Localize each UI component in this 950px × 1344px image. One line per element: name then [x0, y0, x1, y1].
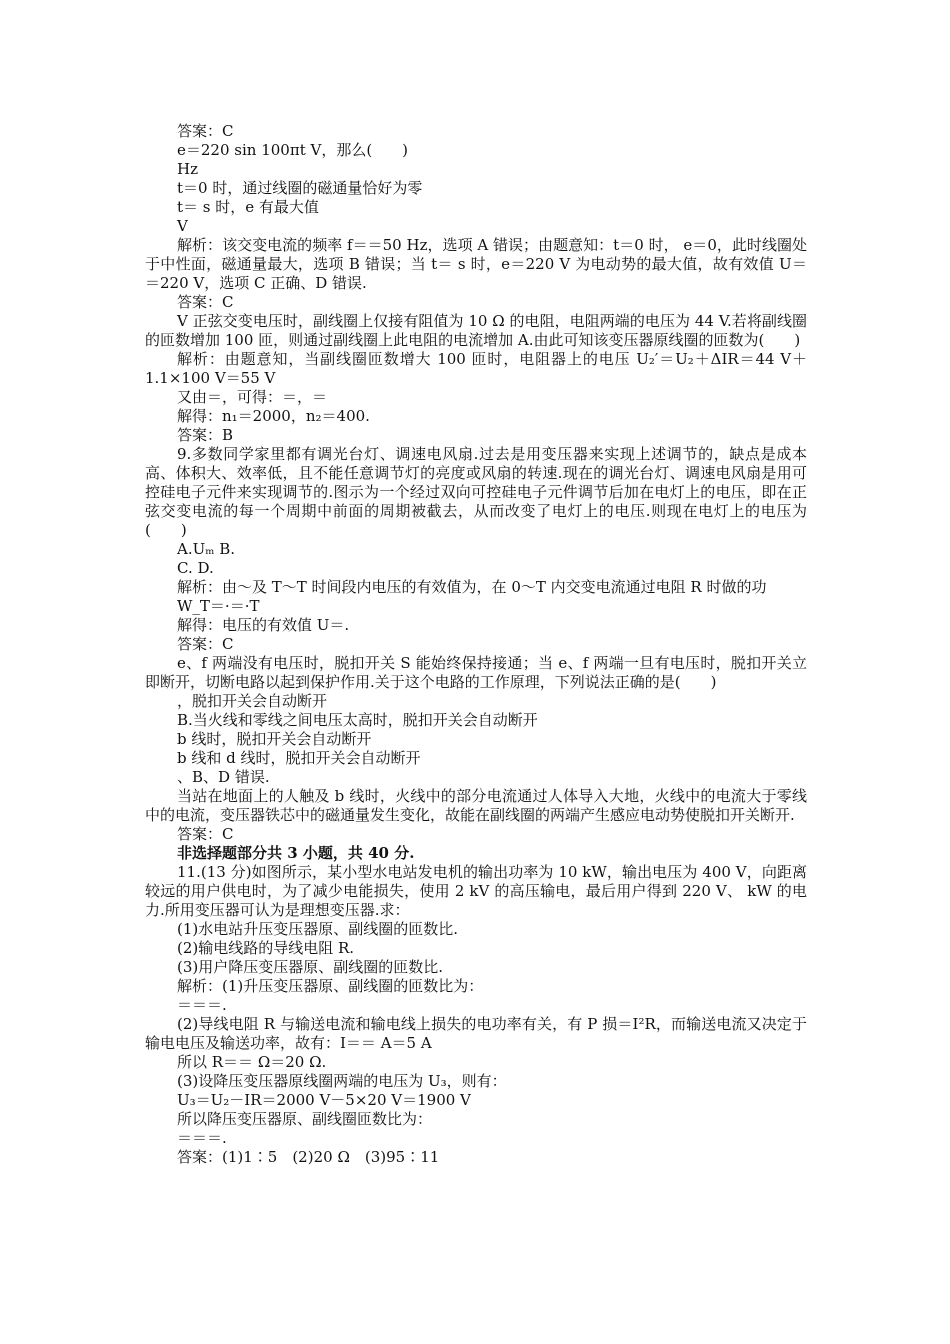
- document-page: [145, 122, 807, 1167]
- paragraph: 解析：由～及 T～T 时间段内电压的有效值为，在 0～T 内交变电流通过电阻 R 时做的功: [177, 578, 767, 596]
- option-line: C. D.: [177, 559, 214, 577]
- text-line: W_T＝·＝·T: [177, 597, 260, 615]
- text-line: 所以降压变压器原、副线圈匝数比为：: [177, 1110, 433, 1128]
- answer-line: 答案：C: [177, 825, 234, 843]
- paragraph: e、f 两端没有电压时，脱扣开关 S 能始终保持接通；当 e、f 两端一旦有电压时，脱扣开关立即断开，切断电路以起到保护作用.关于这个电路的工作原理，下列说法正确的是( ): [145, 654, 807, 691]
- paragraph: 9.多数同学家里都有调光台灯、调速电风扇.过去是用变压器来实现上述调节的，缺点是成本高、体积大、效率低，且不能任意调节灯的亮度或风扇的转速.现在的调光台灯、调速电风扇是用可控硅电子元件来实现调节的.图示为一个经过双向可控硅电子元件调节后加在电灯上的电压，即在正弦交变电流的每一个周期中前面的周期被截去，从而改变了电灯上的电压.则现在电灯上的电压为( ): [145, 445, 807, 539]
- text-line: Hz: [177, 160, 198, 178]
- text-line: 、B、D 错误.: [177, 768, 270, 786]
- text-line: ＝＝＝.: [177, 1129, 227, 1147]
- text-line: ＝＝＝.: [177, 996, 227, 1014]
- option-line: A.Uₘ B.: [177, 540, 236, 558]
- option-line: b 线时，脱扣开关会自动断开: [177, 730, 372, 748]
- text-line: t＝0 时，通过线圈的磁通量恰好为零: [177, 179, 423, 197]
- option-line: ，脱扣开关会自动断开: [177, 692, 328, 710]
- text-line: (3)用户降压变压器原、副线圈的匝数比.: [177, 958, 444, 976]
- text-line: t＝ s 时，e 有最大值: [177, 198, 319, 216]
- answer-line: 答案：C: [177, 635, 234, 653]
- text-line: 解得：电压的有效值 U＝.: [177, 616, 350, 634]
- text-line: U₃＝U₂－IR＝2000 V－5×20 V＝1900 V: [177, 1091, 471, 1109]
- section-heading: 非选择题部分共 3 小题，共 40 分.: [177, 844, 415, 862]
- paragraph: 解析：该交变电流的频率 f＝＝50 Hz，选项 A 错误；由题意知：t＝0 时， e＝0，此时线圈处于中性面，磁通量最大，选项 B 错误；当 t＝ s 时，e＝220 V 为电动势的最大值，故有效值 U＝＝220 V，选项 C 正确、D 错误.: [145, 236, 807, 292]
- text-line: V: [177, 217, 188, 235]
- text-line: 所以 R＝＝ Ω＝20 Ω.: [177, 1053, 327, 1071]
- text-line: 解得：n₁＝2000，n₂＝400.: [177, 407, 370, 425]
- paragraph: (2)导线电阻 R 与输送电流和输电线上损失的电功率有关，有 P 损＝I²R，而输送电流又决定于输电电压及输送功率，故有：I＝＝ A＝5 A: [145, 1015, 807, 1052]
- text-line: 又由＝，可得：＝，＝: [177, 388, 328, 406]
- text-line: (2)输电线路的导线电阻 R.: [177, 939, 355, 957]
- option-line: b 线和 d 线时，脱扣开关会自动断开: [177, 749, 421, 767]
- answer-line: 答案：C: [177, 293, 234, 311]
- answer-line: 答案：(1)1∶5 (2)20 Ω (3)95∶11: [177, 1148, 440, 1166]
- option-line: B.当火线和零线之间电压太高时，脱扣开关会自动断开: [177, 711, 538, 729]
- text-line: 答案：C: [177, 122, 234, 140]
- text-line: 解析：(1)升压变压器原、副线圈的匝数比为：: [177, 977, 484, 995]
- text-line: (3)设降压变压器原线圈两端的电压为 U₃，则有：: [177, 1072, 507, 1090]
- paragraph: 11.(13 分)如图所示，某小型水电站发电机的输出功率为 10 kW，输出电压为 400 V，向距离较远的用户供电时，为了减少电能损失，使用 2 kV 的高压输电，最后用户得到 220 V、 kW 的电力.所用变压器可认为是理想变压器.求：: [145, 863, 807, 919]
- paragraph: 解析：由题意知，当副线圈匝数增大 100 匝时，电阻器上的电压 U₂′＝U₂＋ΔIR＝44 V＋1.1×100 V＝55 V: [145, 350, 807, 387]
- answer-line: 答案：B: [177, 426, 234, 444]
- text-line: (1)水电站升压变压器原、副线圈的匝数比.: [177, 920, 459, 938]
- paragraph: V 正弦交变电压时，副线圈上仅接有阻值为 10 Ω 的电阻，电阻两端的电压为 44 V.若将副线圈的匝数增加 100 匝，则通过副线圈上此电阻的电流增加 A.由此可知该变压器原线圈的匝数为( ): [145, 312, 807, 349]
- text-line: e＝220 sin 100πt V，那么( ): [177, 141, 409, 159]
- paragraph: 当站在地面上的人触及 b 线时，火线中的部分电流通过人体导入大地，火线中的电流大于零线中的电流，变压器铁芯中的磁通量发生变化，故能在副线圈的两端产生感应电动势使脱扣开关断开.: [145, 787, 807, 824]
